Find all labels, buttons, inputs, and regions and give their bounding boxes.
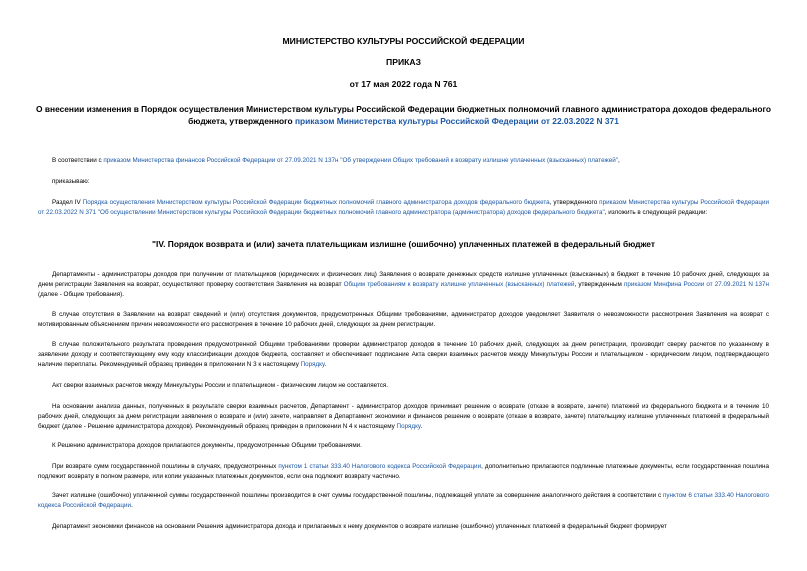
paragraph-text: . [131,501,133,509]
culture-order-link[interactable]: приказом Министерства культуры Российской Федерации от 22.03.2022 N 371 "Об осуществлении Министерством культуры Российской Федерации бюджетных полномочий главного администратора (администратора) доходов федерального бюджета" [38,199,769,216]
paragraph-departments [38,270,769,299]
general-requirements-link[interactable]: Общим требованиям к возврату излишне уплаченных (взысканных) платежей [343,280,575,288]
paragraph-text: , утвержденным [574,280,624,288]
document-type: ПРИКАЗ [386,57,421,67]
paragraph-text: Акт сверки взаимных расчетов между Минкультуры России и плательщиком - физическим лицом не составляется. [52,382,389,389]
paragraph-text: В соответствии с [52,157,104,164]
document-date-number: от 17 мая 2022 года N 761 [349,79,458,89]
paragraph-text: Зачет излишне (ошибочно) уплаченной суммы государственной пошлины производится в счет суммы государственной пошлины, подлежащей уплате за совершение аналогичного действия в соответствии с [52,492,663,499]
paragraph-text: На основании анализа данных, полученных в результате сверки взаимных расчетов, Департамент - администратор доходов принимает решение о возврате (отказе в возврате, зачете) платежей из федерального бюджета и в течение 10 рабочих дней, следующих за днем регистрации заявления о возврате и (или) зачете, направляет в Департамент экономики и финансов решение о возврате (отказе в возврате, зачете) плательщику излишне уплаченных платежей в федеральный бюджет (далее - Решение администратора доходов). Рекомендуемый образец приведен в приложении N 4 к настоящему [38,403,769,430]
paragraph-attachments [38,441,769,451]
paragraph-state-duty-offset [38,491,769,511]
procedure-link[interactable]: Порядку [396,422,421,430]
minfin-137n-link[interactable]: приказом Минфина России от 27.09.2021 N 137н [623,280,770,288]
paragraph-text: , [617,157,620,164]
section-heading: "IV. Порядок возврата и (или) зачета плательщикам излишне (ошибочно) уплаченных платежей в федеральный бюджет [152,239,655,249]
paragraph-text: Департамент экономики финансов на основании Решения администратора дохода и прилагаемых к нему документов о возврате излишне (ошибочно) уплаченных платежей в федеральный бюджет формирует [52,523,667,530]
paragraph-text: приказываю: [52,178,90,185]
paragraph-economics-department [38,522,769,532]
paragraph-order [38,177,769,187]
paragraph-text: В случае отсутствия в Заявлении на возврат сведений и (или) отсутствия документов, предусмотренных Общими требованиями, администратор доходов уведомляет Заявителя о невозможности рассмотрения Заявления на возврат с мотивированным объяснением причин невозможности его рассмотрения в течение 10 рабочих дней, следующих за днем регистрации. [38,311,769,328]
paragraph-section-change [38,198,769,218]
procedure-link[interactable]: Порядку [300,360,325,368]
paragraph-absence [38,310,769,330]
paragraph-state-duty-return [38,462,769,482]
paragraph-text: , дополнительно прилагаются подлинные платежные документы, если государственная пошлина подлежит возврату в полном размере, или копии указанных платежных документов, если она подлежит возврату частично. [38,463,769,480]
paragraph-text: (далее - Общие требования). [38,290,124,298]
paragraph-text: . [420,422,423,430]
procedure-link[interactable]: Порядка осуществления Министерством культуры Российской Федерации бюджетных полномочий главного администратора доходов федерального бюджета [82,199,550,206]
paragraph-positive-result [38,340,769,369]
title-text: О внесении изменения в Порядок осуществления Министерством культуры Российской Федерации бюджетных полномочий главного администратора доходов федерального бюджета, утвержденного [36,104,771,126]
tax-code-333-40-p6-link[interactable]: пунктом 6 статьи 333.40 Налогового кодекса Российской Федерации [38,492,769,509]
paragraph-text: В случае положительного результата проведения предусмотренной Общими требованиями проверки администратор доходов в течение 10 рабочих дней, следующих за днем регистрации, производит сверку расчетов по указанному в заявлении доходу и соответствующему ему коду классификации доходов бюджета, составляет и обеспечивает подписание Акта сверки взаимных расчетов между Минкультуры России и плательщиком - юридическим лицом, подтверждающего наличие переплаты. Рекомендуемый образец приведен в приложении N 3 к настоящему [38,341,769,368]
paragraph-text: . [324,360,327,368]
paragraph-text: Департаменты - администраторы доходов при получении от плательщиков (юридических и физических лиц) Заявления о возврате денежных средств излишне уплаченных (взысканных) в бюджет в течение 10 рабочих дней, следующих за днем регистрации Заявления на возврат, осуществляют проверку соответствия Заявления на возврат [38,271,769,288]
paragraph-text: К Решению администратора доходов прилагаются документы, предусмотренные Общими требованиями. [52,442,362,449]
ministry-name: МИНИСТЕРСТВО КУЛЬТУРЫ РОССИЙСКОЙ ФЕДЕРАЦИИ [282,36,525,46]
paragraph-act-individual [38,381,769,391]
document-title [36,103,771,127]
paragraph-text: При возврате сумм государственной пошлины в случаях, предусмотренных [52,463,279,470]
paragraph-text: , утвержденного [549,199,600,206]
paragraph-basis [38,156,769,166]
paragraph-analysis [38,402,769,431]
tax-code-333-40-p1-link[interactable]: пунктом 1 статьи 333.40 Налогового кодекса Российской Федерации [278,463,482,470]
minfin-order-link[interactable]: приказом Министерства финансов Российской Федерации от 27.09.2021 N 137н "Об утверждении Общих требований к возврату излишне уплаченных (взысканных) платежей" [103,157,618,164]
title-order-link[interactable]: приказом Министерства культуры Российской Федерации от 22.03.2022 N 371 [294,116,619,126]
paragraph-text: , изложить в следующей редакции: [604,208,708,216]
paragraph-text: Раздел IV [52,199,83,206]
